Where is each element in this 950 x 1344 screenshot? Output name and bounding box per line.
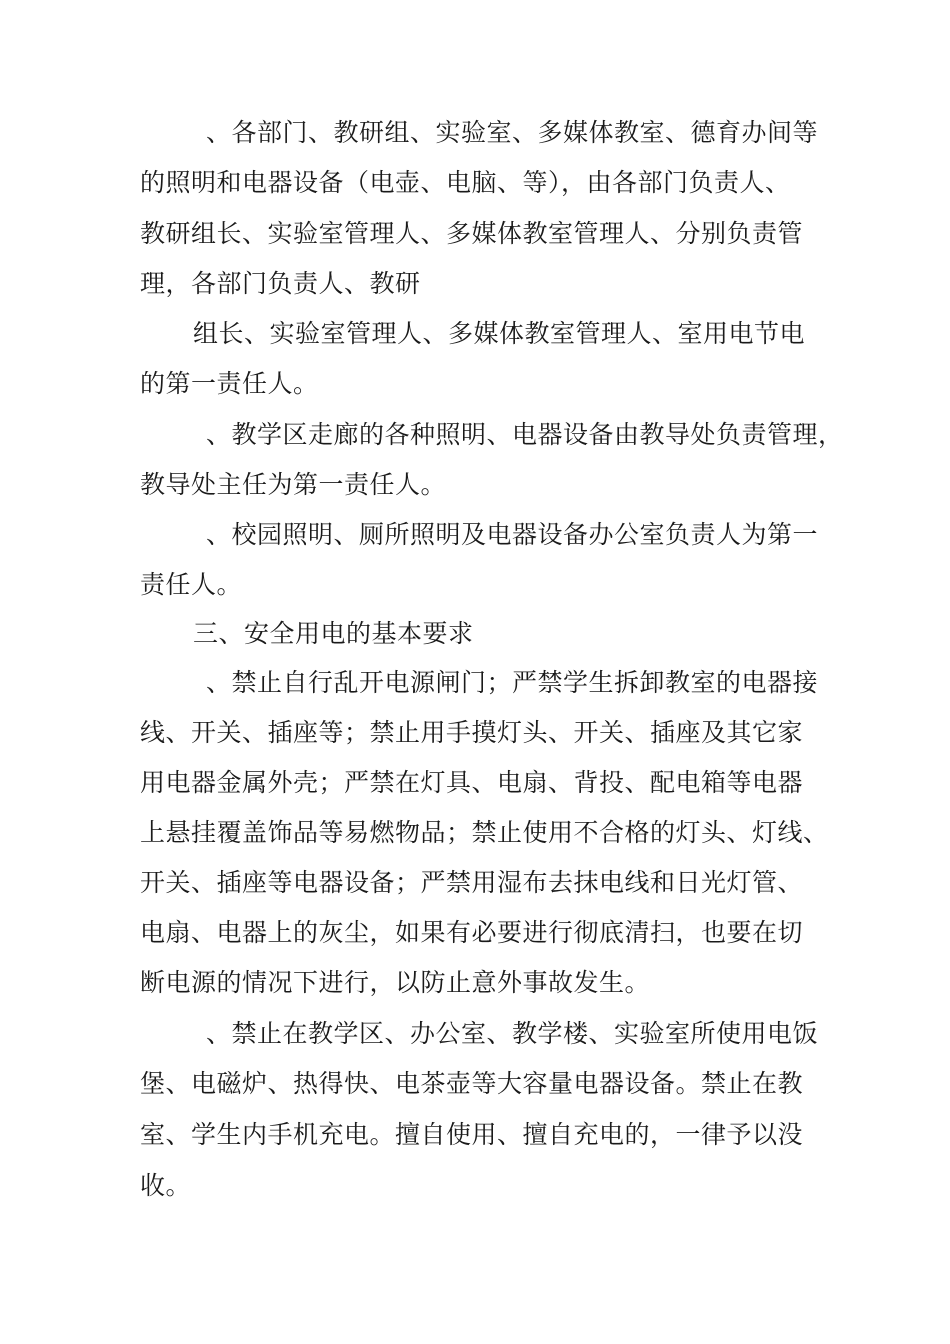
text-line: 线、开关、插座等；禁止用手摸灯头、开关、插座及其它家 <box>140 718 804 747</box>
text-line: 、禁止在教学区、办公室、教学楼、实验室所使用电饭 <box>206 1019 819 1048</box>
text-line: 电扇、电器上的灰尘，如果有必要进行彻底清扫，也要在切 <box>140 918 804 947</box>
text-line: 开关、插座等电器设备；严禁用湿布去抹电线和日光灯管、 <box>140 868 804 897</box>
text-line: 责任人。 <box>140 570 243 599</box>
text-line: 、教学区走廊的各种照明、电器设备由教导处负责管理， <box>206 420 844 449</box>
text-line: 用电器金属外壳；严禁在灯具、电扇、背投、配电箱等电器 <box>140 768 804 797</box>
text-line: 上悬挂覆盖饰品等易燃物品；禁止使用不合格的灯头、灯线、 <box>140 818 829 847</box>
text-line: 的第一责任人。 <box>140 369 319 398</box>
text-line: 的照明和电器设备（电壶、电脑、等），由各部门负责人、 <box>140 168 791 197</box>
text-line: 断电源的情况下进行，以防止意外事故发生。 <box>140 968 651 997</box>
section-heading: 三、安全用电的基本要求 <box>193 619 474 648</box>
text-line: 、各部门、教研组、实验室、多媒体教室、德育办间等 <box>206 118 819 147</box>
text-line: 教研组长、实验室管理人、多媒体教室管理人、分别负责管 <box>140 219 804 248</box>
text-line: 、校园照明、厕所照明及电器设备办公室负责人为第一 <box>206 520 819 549</box>
text-line: 理，各部门负责人、教研 <box>140 269 421 298</box>
text-line: 堡、电磁炉、热得快、电茶壶等大容量电器设备。禁止在教 <box>140 1069 804 1098</box>
text-line: 组长、实验室管理人、多媒体教室管理人、室用电节电 <box>193 319 806 348</box>
text-line: 室、学生内手机充电。擅自使用、擅自充电的，一律予以没 <box>140 1120 804 1149</box>
text-line: 教导处主任为第一责任人。 <box>140 470 447 499</box>
text-line: 收。 <box>140 1171 192 1200</box>
text-line: 、禁止自行乱开电源闸门；严禁学生拆卸教室的电器接 <box>206 668 819 697</box>
